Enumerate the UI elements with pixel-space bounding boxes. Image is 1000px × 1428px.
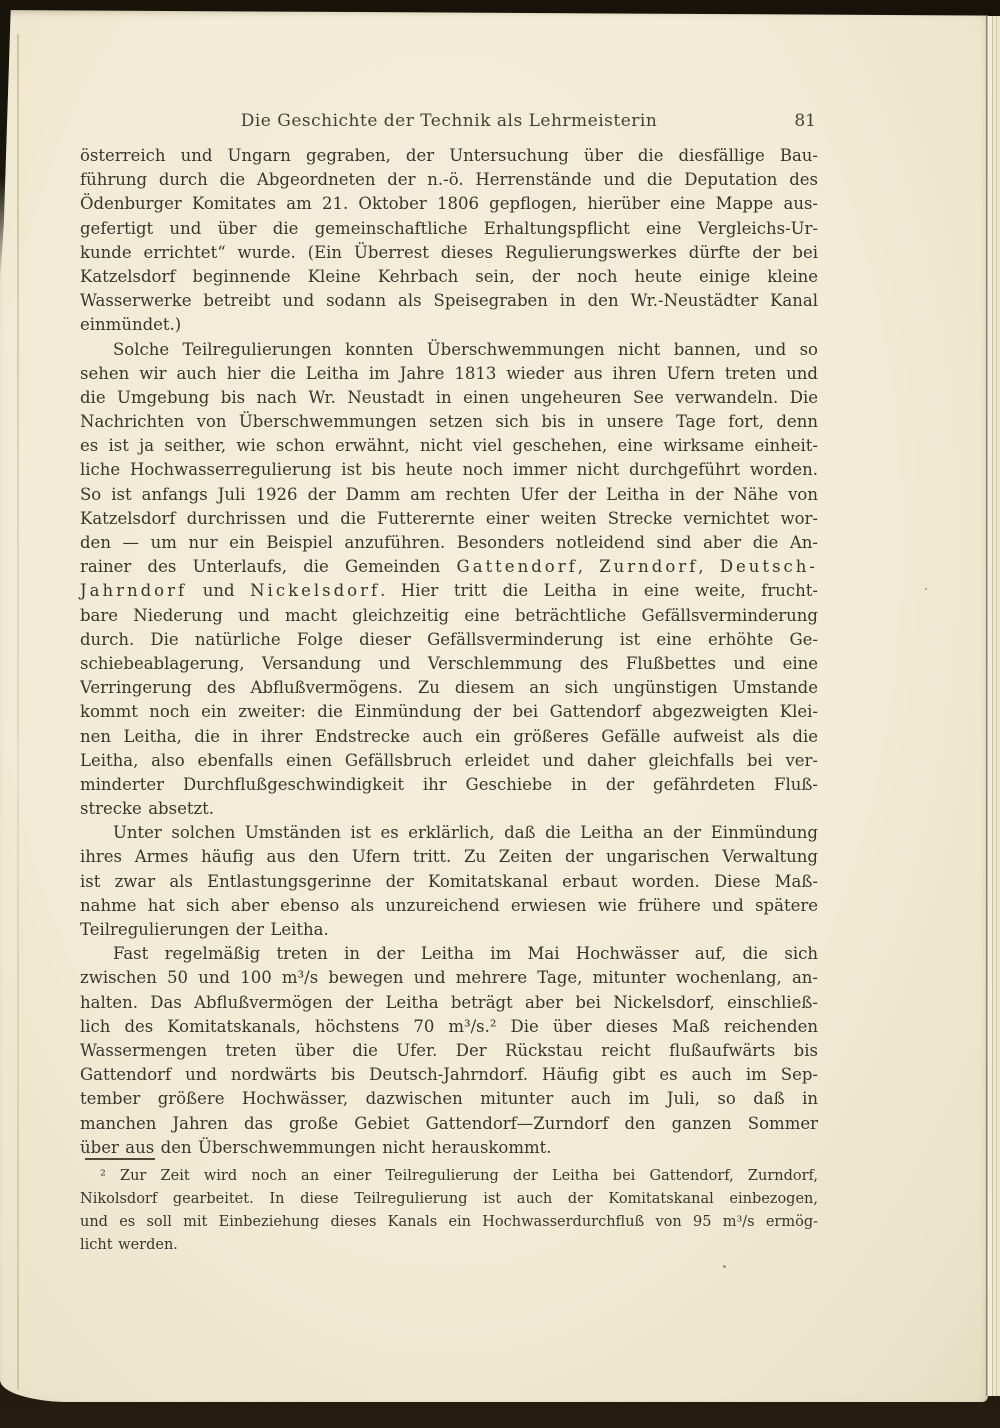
text-line: Gattendorf und nordwärts bis Deutsch-Jahrndorf. Häufig gibt es auch im Sep- <box>80 1065 818 1085</box>
text-line: ihres Armes häufig aus den Ufern tritt. Zu Zeiten der ungarischen Verwaltung <box>80 847 818 867</box>
text-line: manchen Jahren das große Gebiet Gattendorf—Zurndorf den ganzen Sommer <box>80 1113 818 1133</box>
text-line: tember größere Hochwässer, dazwischen mitunter auch im Juli, so daß in <box>80 1089 818 1109</box>
gutter-crease <box>17 34 19 1390</box>
text-line: durch. Die natürliche Folge dieser Gefällsverminderung ist eine erhöhte Ge- <box>80 629 818 649</box>
text-line: Katzelsdorf durchrissen und die Futterernte einer weiten Strecke vernichtet wor- <box>80 508 818 528</box>
text-line: über aus den Überschwemmungen nicht herauskommt. <box>80 1137 552 1157</box>
text-line: Jahrndorf und Nickelsdorf. Hier tritt die Leitha in eine weite, frucht- <box>80 581 818 601</box>
footnote <box>80 1165 818 1257</box>
letterspaced-place-name: Zurndorf <box>599 557 699 577</box>
text-line: ist zwar als Entlastungsgerinne der Komitatskanal erbaut worden. Diese Maß- <box>80 871 818 891</box>
page <box>0 10 988 1402</box>
page-speck <box>925 588 927 590</box>
text-line: den — um nur ein Beispiel anzuführen. Besonders notleidend sind aber die An- <box>80 533 818 552</box>
text-line: So ist anfangs Juli 1926 der Damm am rechten Ufer der Leitha in der Nähe von <box>80 484 818 504</box>
text-line: minderter Durchflußgeschwindigkeit ihr Geschiebe in der gefährdeten Fluß- <box>80 774 818 794</box>
footnote-line: und es soll mit Einbeziehung dieses Kanals ein Hochwasserdurchfluß von 95 m³/s ermög- <box>80 1214 818 1230</box>
text-line: schiebeablagerung, Versandung und Verschlemmung des Flußbettes und eine <box>80 653 818 673</box>
text-line: zwischen 50 und 100 m³/s bewegen und mehrere Tage, mitunter wochenlang, an- <box>80 968 818 988</box>
text-line: Fast regelmäßig treten in der Leitha im Mai Hochwässer auf, die sich <box>113 944 818 964</box>
text-line: nahme hat sich aber ebenso als unzureichend erwiesen wie frühere und spätere <box>80 895 818 915</box>
letterspaced-place-name: Nickelsdorf <box>250 581 381 601</box>
footnote-line: ² Zur Zeit wird noch an einer Teilregulierung der Leitha bei Gattendorf, Zurndorf, <box>100 1168 818 1184</box>
text-line: führung durch die Abgeordneten der n.-ö. Herrenstände und die Deputation des <box>80 170 818 190</box>
text-line: bare Niederung und macht gleichzeitig eine beträchtliche Gefällsverminderung <box>80 605 818 625</box>
text-line: Leitha, also ebenfalls einen Gefällsbruch erleidet und daher gleichfalls bei ver- <box>80 750 818 770</box>
text-line: die Umgebung bis nach Wr. Neustadt in einen ungeheuren See verwandeln. Die <box>80 387 818 407</box>
footnote-rule <box>85 1158 155 1160</box>
page-number: 81 <box>794 111 816 131</box>
text-line: Ödenburger Komitates am 21. Oktober 1806 gepflogen, hierüber eine Mappe aus- <box>80 194 818 214</box>
text-line: Wasserwerke betreibt und sodann als Speisegraben in den Wr.-Neustädter Kanal <box>80 291 818 311</box>
letterspaced-place-name: Deutsch- <box>719 557 818 577</box>
text-line: nen Leitha, die in ihrer Endstrecke auch ein größeres Gefälle aufweist als die <box>80 726 818 746</box>
text-line: Teilregulierungen der Leitha. <box>80 920 329 939</box>
text-line: Solche Teilregulierungen konnten Überschwemmungen nicht bannen, und so <box>113 339 818 359</box>
text-line: sehen wir auch hier die Leitha im Jahre 1813 wieder aus ihren Ufern treten und <box>80 363 818 383</box>
text-line: Wassermengen treten über die Ufer. Der Rückstau reicht flußaufwärts bis <box>80 1040 818 1060</box>
text-line: strecke absetzt. <box>80 799 215 819</box>
page-edge-stack <box>986 16 1000 1396</box>
text-line: Nachrichten von Überschwemmungen setzen sich bis in unsere Tage fort, denn <box>80 412 818 432</box>
footnote-line: Nikolsdorf gearbeitet. In diese Teilregulierung ist auch der Komitatskanal einbezogen, <box>80 1191 818 1207</box>
text-line: halten. Das Abflußvermögen der Leitha beträgt aber bei Nickelsdorf, einschließ- <box>80 992 818 1012</box>
footnote-line: licht werden. <box>80 1237 178 1253</box>
text-line: einmündet.) <box>80 315 182 335</box>
page-title: Die Geschichte der Technik als Lehrmeisterin <box>240 111 658 131</box>
letterspaced-place-name: Gattendorf <box>456 557 578 577</box>
text-line: österreich und Ungarn gegraben, der Untersuchung über die diesfällige Bau- <box>80 146 818 165</box>
text-line: Verringerung des Abflußvermögens. Zu diesem an sich ungünstigen Umstande <box>80 678 818 698</box>
body-text <box>80 144 818 1160</box>
page-header <box>80 110 818 134</box>
text-line: es ist ja seither, wie schon erwähnt, nicht viel geschehen, eine wirksame einheit- <box>80 436 818 456</box>
text-line: Katzelsdorf beginnende Kleine Kehrbach sein, der noch heute einige kleine <box>80 266 818 286</box>
page-speck <box>723 1265 726 1268</box>
text-line: lich des Komitatskanals, höchstens 70 m³/s.² Die über dieses Maß reichenden <box>80 1016 818 1036</box>
text-line: rainer des Unterlaufs, die Gemeinden Gattendorf, Zurndorf, Deutsch- <box>80 557 818 577</box>
text-line: liche Hochwasserregulierung ist bis heute noch immer nicht durchgeführt worden. <box>80 460 818 480</box>
text-line: gefertigt und über die gemeinschaftliche Erhaltungspflicht eine Vergleichs-Ur- <box>80 218 818 238</box>
text-line: kunde errichtet“ wurde. (Ein Überrest dieses Regulierungswerkes dürfte der bei <box>80 242 818 262</box>
text-line: kommt noch ein zweiter: die Einmündung der bei Gattendorf abgezweigten Klei- <box>80 702 818 722</box>
letterspaced-place-name: Jahrndorf <box>80 581 188 601</box>
text-line: Unter solchen Umständen ist es erklärlich, daß die Leitha an der Einmündung <box>113 823 818 843</box>
